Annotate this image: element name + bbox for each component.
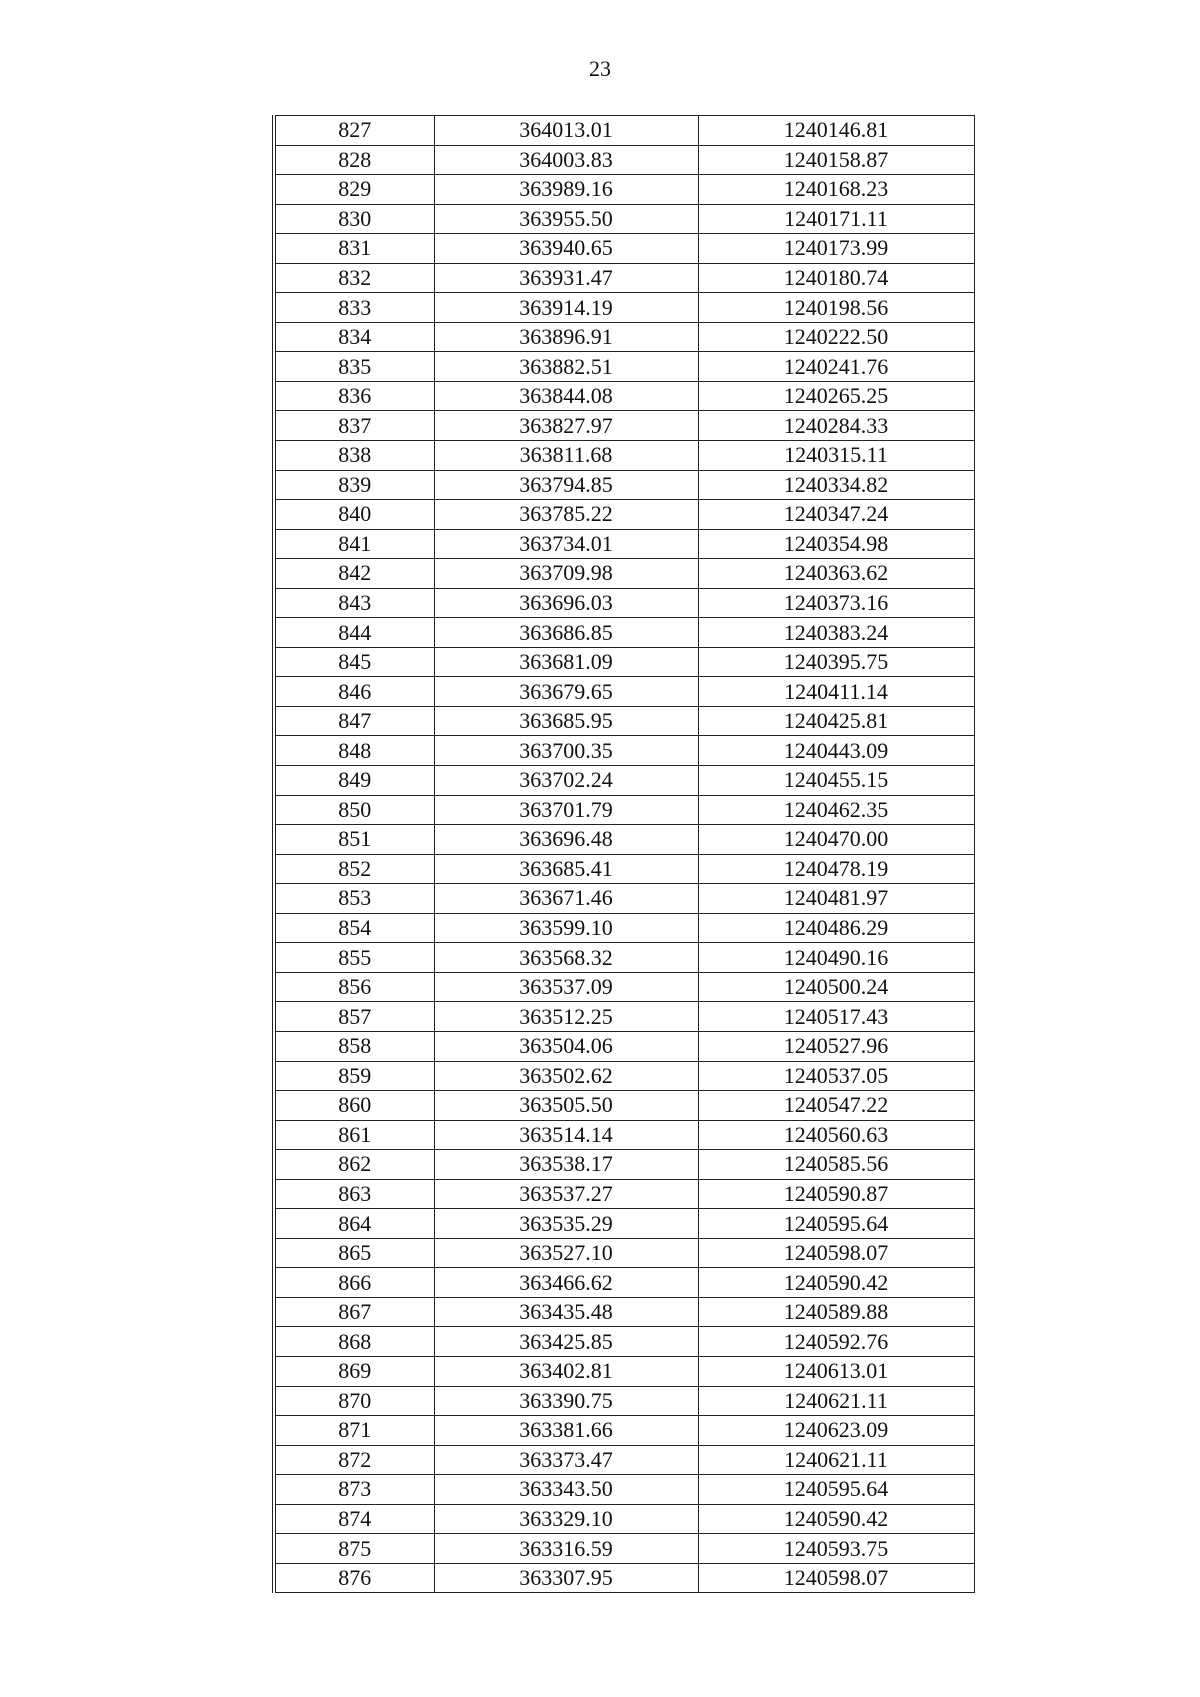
y-coordinate-cell: 1240621.11 [698, 1445, 974, 1475]
y-coordinate-cell: 1240373.16 [698, 588, 974, 618]
y-coordinate-cell: 1240173.99 [698, 234, 974, 264]
table-row [274, 1209, 974, 1239]
table-row [274, 677, 974, 707]
x-coordinate-cell: 363316.59 [434, 1534, 698, 1564]
table-row [274, 1031, 974, 1061]
table-row [274, 175, 974, 205]
table-row [274, 470, 974, 500]
point-number-cell: 850 [274, 795, 434, 825]
x-coordinate-cell: 363537.27 [434, 1179, 698, 1209]
x-coordinate-cell: 363329.10 [434, 1504, 698, 1534]
point-number-cell: 837 [274, 411, 434, 441]
y-coordinate-cell: 1240500.24 [698, 972, 974, 1002]
table-row [274, 204, 974, 234]
coordinates-table-body [274, 116, 974, 1593]
y-coordinate-cell: 1240490.16 [698, 943, 974, 973]
point-number-cell: 855 [274, 943, 434, 973]
point-number-cell: 839 [274, 470, 434, 500]
table-row [274, 1534, 974, 1564]
y-coordinate-cell: 1240395.75 [698, 647, 974, 677]
point-number-cell: 840 [274, 500, 434, 530]
point-number-cell: 842 [274, 559, 434, 589]
table-row [274, 706, 974, 736]
point-number-cell: 869 [274, 1356, 434, 1386]
table-row [274, 1386, 974, 1416]
table-row [274, 1504, 974, 1534]
y-coordinate-cell: 1240470.00 [698, 825, 974, 855]
y-coordinate-cell: 1240517.43 [698, 1002, 974, 1032]
table-row [274, 825, 974, 855]
point-number-cell: 849 [274, 766, 434, 796]
y-coordinate-cell: 1240595.64 [698, 1209, 974, 1239]
point-number-cell: 846 [274, 677, 434, 707]
x-coordinate-cell: 363685.95 [434, 706, 698, 736]
point-number-cell: 868 [274, 1327, 434, 1357]
x-coordinate-cell: 363535.29 [434, 1209, 698, 1239]
y-coordinate-cell: 1240592.76 [698, 1327, 974, 1357]
table-row [274, 884, 974, 914]
table-row [274, 1150, 974, 1180]
x-coordinate-cell: 363679.65 [434, 677, 698, 707]
y-coordinate-cell: 1240585.56 [698, 1150, 974, 1180]
y-coordinate-cell: 1240595.64 [698, 1475, 974, 1505]
table-row [274, 1356, 974, 1386]
y-coordinate-cell: 1240478.19 [698, 854, 974, 884]
x-coordinate-cell: 363940.65 [434, 234, 698, 264]
y-coordinate-cell: 1240593.75 [698, 1534, 974, 1564]
x-coordinate-cell: 363402.81 [434, 1356, 698, 1386]
point-number-cell: 843 [274, 588, 434, 618]
point-number-cell: 841 [274, 529, 434, 559]
x-coordinate-cell: 363671.46 [434, 884, 698, 914]
x-coordinate-cell: 363827.97 [434, 411, 698, 441]
table-row [274, 529, 974, 559]
page-number: 23 [589, 56, 611, 81]
x-coordinate-cell: 363681.09 [434, 647, 698, 677]
point-number-cell: 830 [274, 204, 434, 234]
point-number-cell: 828 [274, 145, 434, 175]
point-number-cell: 854 [274, 913, 434, 943]
x-coordinate-cell: 363696.03 [434, 588, 698, 618]
x-coordinate-cell: 363373.47 [434, 1445, 698, 1475]
y-coordinate-cell: 1240171.11 [698, 204, 974, 234]
y-coordinate-cell: 1240621.11 [698, 1386, 974, 1416]
y-coordinate-cell: 1240315.11 [698, 441, 974, 471]
coordinates-table [272, 115, 975, 1593]
table-row [274, 736, 974, 766]
y-coordinate-cell: 1240180.74 [698, 263, 974, 293]
y-coordinate-cell: 1240284.33 [698, 411, 974, 441]
x-coordinate-cell: 363505.50 [434, 1091, 698, 1121]
point-number-cell: 833 [274, 293, 434, 323]
x-coordinate-cell: 363307.95 [434, 1563, 698, 1593]
point-number-cell: 847 [274, 706, 434, 736]
point-number-cell: 845 [274, 647, 434, 677]
point-number-cell: 864 [274, 1209, 434, 1239]
table-row [274, 441, 974, 471]
table-row [274, 588, 974, 618]
y-coordinate-cell: 1240158.87 [698, 145, 974, 175]
x-coordinate-cell: 363882.51 [434, 352, 698, 382]
table-row [274, 1120, 974, 1150]
table-row [274, 381, 974, 411]
point-number-cell: 858 [274, 1031, 434, 1061]
point-number-cell: 867 [274, 1297, 434, 1327]
table-row [274, 766, 974, 796]
point-number-cell: 848 [274, 736, 434, 766]
point-number-cell: 875 [274, 1534, 434, 1564]
table-row [274, 500, 974, 530]
y-coordinate-cell: 1240455.15 [698, 766, 974, 796]
y-coordinate-cell: 1240265.25 [698, 381, 974, 411]
y-coordinate-cell: 1240590.42 [698, 1268, 974, 1298]
y-coordinate-cell: 1240537.05 [698, 1061, 974, 1091]
point-number-cell: 872 [274, 1445, 434, 1475]
x-coordinate-cell: 363425.85 [434, 1327, 698, 1357]
point-number-cell: 835 [274, 352, 434, 382]
x-coordinate-cell: 363709.98 [434, 559, 698, 589]
table-row [274, 1445, 974, 1475]
y-coordinate-cell: 1240411.14 [698, 677, 974, 707]
point-number-cell: 865 [274, 1238, 434, 1268]
table-row [274, 618, 974, 648]
table-row [274, 1061, 974, 1091]
table-row [274, 1297, 974, 1327]
x-coordinate-cell: 363702.24 [434, 766, 698, 796]
y-coordinate-cell: 1240486.29 [698, 913, 974, 943]
point-number-cell: 838 [274, 441, 434, 471]
table-row [274, 1327, 974, 1357]
point-number-cell: 874 [274, 1504, 434, 1534]
x-coordinate-cell: 363512.25 [434, 1002, 698, 1032]
x-coordinate-cell: 363502.62 [434, 1061, 698, 1091]
x-coordinate-cell: 363568.32 [434, 943, 698, 973]
table-row [274, 1475, 974, 1505]
point-number-cell: 856 [274, 972, 434, 1002]
point-number-cell: 829 [274, 175, 434, 205]
point-number-cell: 876 [274, 1563, 434, 1593]
table-row [274, 263, 974, 293]
table-row [274, 293, 974, 323]
y-coordinate-cell: 1240347.24 [698, 500, 974, 530]
x-coordinate-cell: 363343.50 [434, 1475, 698, 1505]
y-coordinate-cell: 1240354.98 [698, 529, 974, 559]
x-coordinate-cell: 363734.01 [434, 529, 698, 559]
table-row [274, 1179, 974, 1209]
point-number-cell: 832 [274, 263, 434, 293]
y-coordinate-cell: 1240598.07 [698, 1238, 974, 1268]
point-number-cell: 862 [274, 1150, 434, 1180]
x-coordinate-cell: 363685.41 [434, 854, 698, 884]
y-coordinate-cell: 1240241.76 [698, 352, 974, 382]
point-number-cell: 836 [274, 381, 434, 411]
y-coordinate-cell: 1240623.09 [698, 1416, 974, 1446]
point-number-cell: 831 [274, 234, 434, 264]
table-row [274, 145, 974, 175]
table-row [274, 1563, 974, 1593]
table-row [274, 1002, 974, 1032]
point-number-cell: 860 [274, 1091, 434, 1121]
table-row [274, 234, 974, 264]
x-coordinate-cell: 363599.10 [434, 913, 698, 943]
table-row [274, 1416, 974, 1446]
point-number-cell: 861 [274, 1120, 434, 1150]
point-number-cell: 873 [274, 1475, 434, 1505]
x-coordinate-cell: 363794.85 [434, 470, 698, 500]
y-coordinate-cell: 1240443.09 [698, 736, 974, 766]
point-number-cell: 853 [274, 884, 434, 914]
y-coordinate-cell: 1240613.01 [698, 1356, 974, 1386]
x-coordinate-cell: 364003.83 [434, 145, 698, 175]
point-number-cell: 866 [274, 1268, 434, 1298]
table-row [274, 1091, 974, 1121]
x-coordinate-cell: 364013.01 [434, 116, 698, 146]
x-coordinate-cell: 363955.50 [434, 204, 698, 234]
x-coordinate-cell: 363537.09 [434, 972, 698, 1002]
table-row [274, 943, 974, 973]
x-coordinate-cell: 363785.22 [434, 500, 698, 530]
y-coordinate-cell: 1240527.96 [698, 1031, 974, 1061]
y-coordinate-cell: 1240146.81 [698, 116, 974, 146]
y-coordinate-cell: 1240589.88 [698, 1297, 974, 1327]
table-row [274, 854, 974, 884]
table-row [274, 116, 974, 146]
y-coordinate-cell: 1240547.22 [698, 1091, 974, 1121]
point-number-cell: 859 [274, 1061, 434, 1091]
y-coordinate-cell: 1240481.97 [698, 884, 974, 914]
x-coordinate-cell: 363701.79 [434, 795, 698, 825]
y-coordinate-cell: 1240334.82 [698, 470, 974, 500]
x-coordinate-cell: 363435.48 [434, 1297, 698, 1327]
x-coordinate-cell: 363989.16 [434, 175, 698, 205]
point-number-cell: 863 [274, 1179, 434, 1209]
y-coordinate-cell: 1240198.56 [698, 293, 974, 323]
point-number-cell: 857 [274, 1002, 434, 1032]
point-number-cell: 871 [274, 1416, 434, 1446]
table-row [274, 795, 974, 825]
y-coordinate-cell: 1240560.63 [698, 1120, 974, 1150]
table-row [274, 559, 974, 589]
table-row [274, 1268, 974, 1298]
point-number-cell: 827 [274, 116, 434, 146]
x-coordinate-cell: 363696.48 [434, 825, 698, 855]
y-coordinate-cell: 1240383.24 [698, 618, 974, 648]
x-coordinate-cell: 363700.35 [434, 736, 698, 766]
x-coordinate-cell: 363466.62 [434, 1268, 698, 1298]
table-row [274, 972, 974, 1002]
point-number-cell: 844 [274, 618, 434, 648]
x-coordinate-cell: 363390.75 [434, 1386, 698, 1416]
table-row [274, 322, 974, 352]
x-coordinate-cell: 363514.14 [434, 1120, 698, 1150]
point-number-cell: 834 [274, 322, 434, 352]
x-coordinate-cell: 363896.91 [434, 322, 698, 352]
point-number-cell: 852 [274, 854, 434, 884]
table-row [274, 1238, 974, 1268]
y-coordinate-cell: 1240222.50 [698, 322, 974, 352]
y-coordinate-cell: 1240598.07 [698, 1563, 974, 1593]
table-row [274, 352, 974, 382]
y-coordinate-cell: 1240590.87 [698, 1179, 974, 1209]
y-coordinate-cell: 1240590.42 [698, 1504, 974, 1534]
x-coordinate-cell: 363504.06 [434, 1031, 698, 1061]
x-coordinate-cell: 363686.85 [434, 618, 698, 648]
y-coordinate-cell: 1240425.81 [698, 706, 974, 736]
y-coordinate-cell: 1240168.23 [698, 175, 974, 205]
y-coordinate-cell: 1240462.35 [698, 795, 974, 825]
y-coordinate-cell: 1240363.62 [698, 559, 974, 589]
point-number-cell: 851 [274, 825, 434, 855]
table-row [274, 913, 974, 943]
x-coordinate-cell: 363844.08 [434, 381, 698, 411]
x-coordinate-cell: 363538.17 [434, 1150, 698, 1180]
point-number-cell: 870 [274, 1386, 434, 1416]
table-row [274, 647, 974, 677]
x-coordinate-cell: 363527.10 [434, 1238, 698, 1268]
x-coordinate-cell: 363381.66 [434, 1416, 698, 1446]
x-coordinate-cell: 363931.47 [434, 263, 698, 293]
table-row [274, 411, 974, 441]
x-coordinate-cell: 363811.68 [434, 441, 698, 471]
x-coordinate-cell: 363914.19 [434, 293, 698, 323]
